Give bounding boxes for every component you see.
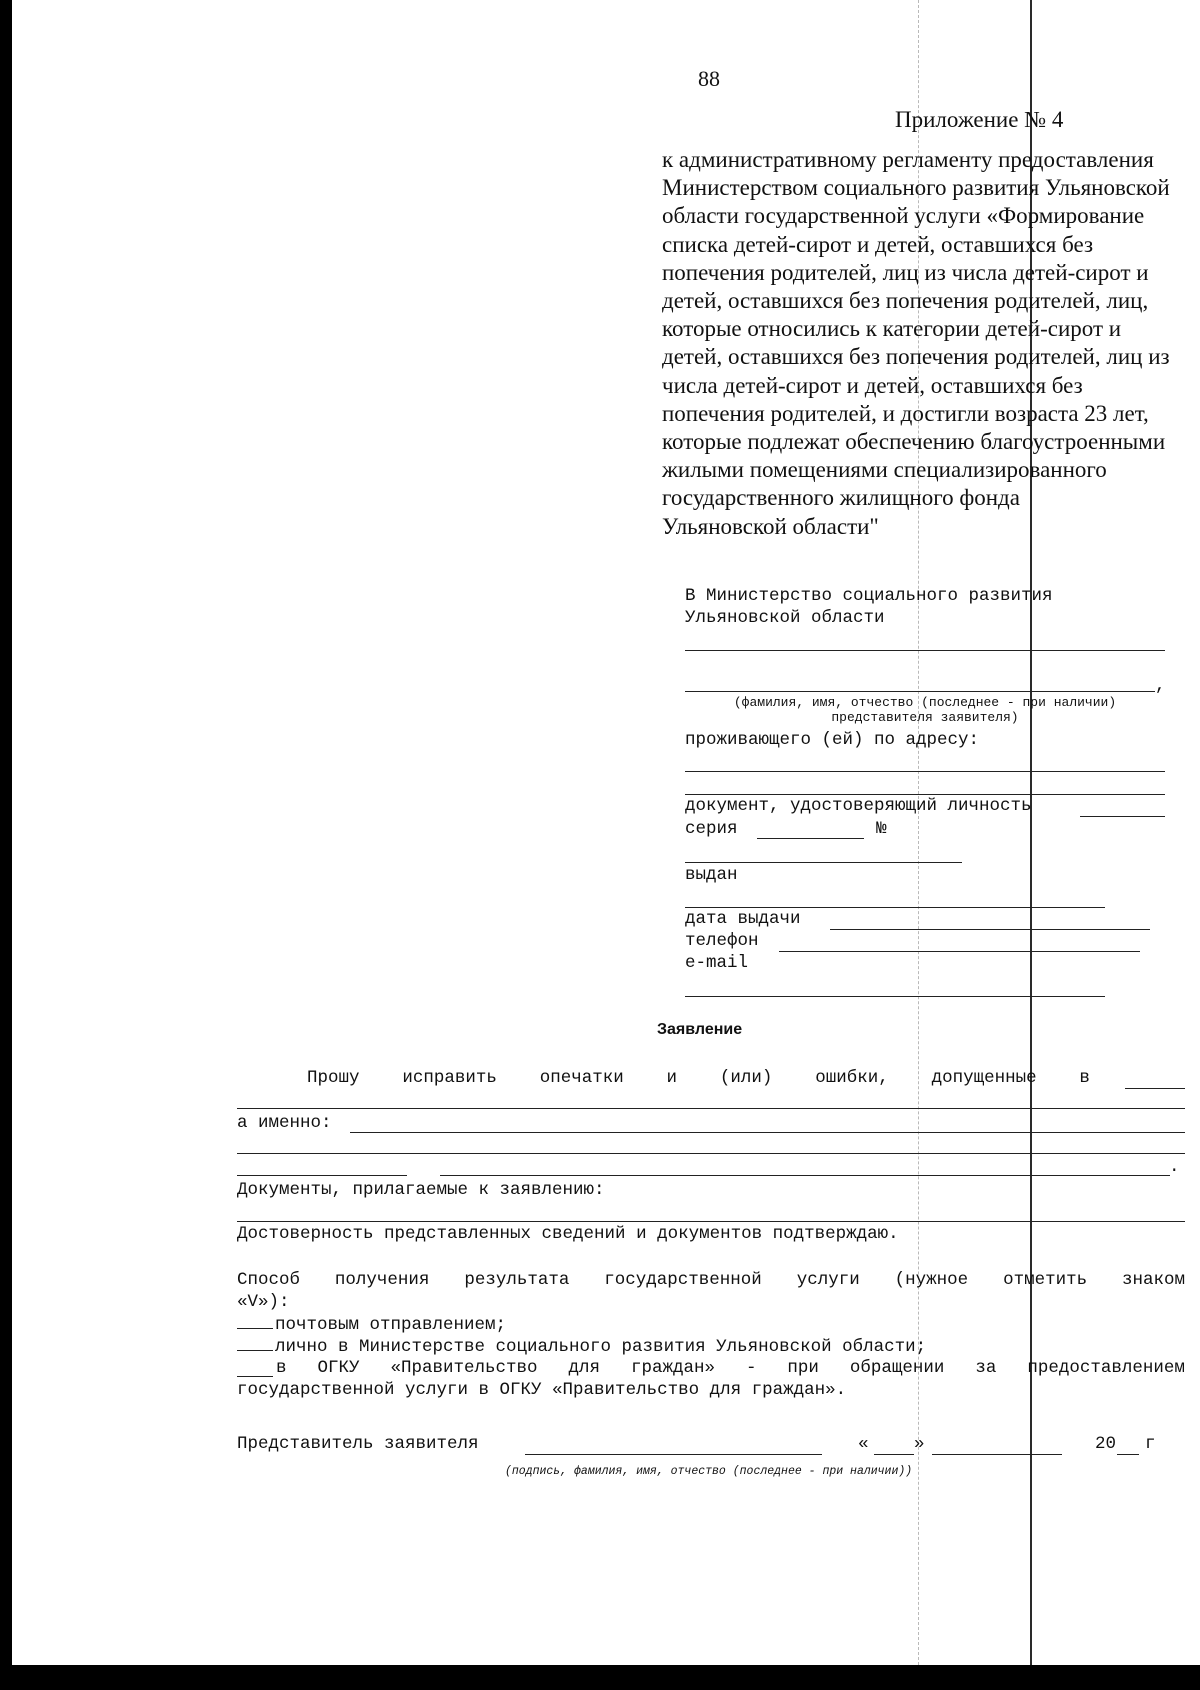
appendix-title-line: к административному регламенту предоставления [662, 147, 1154, 172]
appendix-title-line: жилыми помещениями специализированного [662, 457, 1107, 483]
number-field[interactable] [685, 862, 962, 863]
errors-field-line-3b[interactable] [440, 1175, 1170, 1176]
appendix-title-line: области государственной услуги «Формирование [662, 203, 1145, 229]
day-field[interactable] [874, 1454, 914, 1455]
appendix-title-line: попечения родителей, лиц из числа детей-сирот и [662, 259, 1149, 285]
request-word: (или) [719, 1068, 773, 1088]
ogku-word: обращении [849, 1358, 945, 1378]
scan-left-border [0, 0, 12, 1690]
appendix-title-line: которые подлежат обеспечению благоустроенными [662, 429, 1166, 455]
appendix-title [662, 146, 1200, 541]
method-word: результата [464, 1270, 570, 1290]
issued-label: выдан [685, 865, 738, 885]
addressee-ministry: В Министерство социального развития [685, 586, 1053, 606]
option-ministry-row [237, 1336, 926, 1357]
address-label: проживающего (ей) по адресу: [685, 730, 980, 750]
option-ogku-checkbox[interactable] [237, 1362, 273, 1377]
request-word: в [1079, 1068, 1090, 1088]
id-document-field[interactable] [1080, 816, 1165, 817]
option-ministry-checkbox[interactable] [237, 1336, 273, 1351]
ogku-word: граждан» [630, 1358, 715, 1378]
ogku-word: - [745, 1358, 757, 1378]
option-ogku-line [276, 1358, 1185, 1378]
issue-date-label: дата выдачи [685, 909, 801, 929]
issued-by-field[interactable] [685, 907, 1105, 908]
date-quote-open: « [858, 1434, 869, 1454]
addressee-blank-line[interactable] [685, 650, 1165, 651]
ogku-word: за [975, 1358, 997, 1378]
address-field-line-2[interactable] [685, 794, 1165, 795]
phone-field[interactable] [779, 951, 1140, 952]
appendix-title-line: детей, оставшихся без попечения родителей, лиц, [662, 288, 1149, 314]
option-mail-row [237, 1314, 506, 1335]
name-caption-line: (фамилия, имя, отчество (последнее - при наличии) [733, 695, 1117, 710]
appendix-title-line: Ульяновской области" [662, 513, 879, 539]
email-field[interactable] [685, 996, 1105, 997]
errors-field-line-1[interactable] [350, 1132, 1185, 1133]
method-line [237, 1270, 1185, 1290]
ogku-word: ОГКУ [317, 1358, 360, 1378]
month-field[interactable] [932, 1454, 1062, 1455]
series-label: серия [685, 819, 738, 839]
request-word: допущенные [931, 1068, 1037, 1088]
attachments-field[interactable] [237, 1221, 1185, 1222]
issue-date-field[interactable] [830, 929, 1150, 930]
date-quote-close: » [914, 1434, 925, 1454]
confirmation-text: Достоверность представленных сведений и документов подтверждаю. [237, 1224, 899, 1244]
appendix-title-line: числа детей-сирот и детей, оставшихся без [662, 372, 1083, 398]
option-ministry-label: лично в Министерстве социального развития Ульяновской области; [275, 1337, 927, 1357]
email-label: e-mail [685, 953, 749, 973]
request-word: ошибки, [815, 1068, 889, 1088]
appendix-title-line: списка детей-сирот и детей, оставшихся без [662, 231, 1094, 257]
errors-field-line-3a[interactable] [237, 1175, 407, 1176]
id-document-label: документ, удостоверяющий личность [685, 796, 1032, 816]
name-caption [680, 695, 1170, 725]
year-prefix: 20 [1095, 1434, 1117, 1454]
signature-field[interactable] [525, 1454, 822, 1455]
method-line-2: «V»): [237, 1292, 290, 1312]
attachments-label: Документы, прилагаемые к заявлению: [237, 1180, 605, 1200]
option-mail-checkbox[interactable] [237, 1314, 273, 1329]
representative-name-field[interactable] [685, 691, 1155, 692]
signature-label: Представитель заявителя [237, 1434, 479, 1454]
signature-caption: (подпись, фамилия, имя, отчество (последнее - при наличии)) [505, 1465, 913, 1478]
request-word: и [666, 1068, 678, 1088]
addressee-region: Ульяновской области [685, 608, 885, 628]
appendix-title-line: попечения родителей, и достигли возраста 23 лет, [662, 400, 1149, 426]
method-word: знаком [1121, 1270, 1185, 1290]
series-field[interactable] [757, 838, 864, 839]
namely-label: а именно: [237, 1113, 332, 1133]
method-word: государственной [604, 1270, 762, 1290]
method-word: получения [334, 1270, 430, 1290]
scan-bottom-border [0, 1665, 1200, 1690]
method-word: услуги [796, 1270, 860, 1290]
method-word: отметить [1003, 1270, 1088, 1290]
year-field[interactable] [1117, 1454, 1139, 1455]
number-label: № [876, 819, 887, 839]
year-suffix: г [1145, 1434, 1156, 1454]
appendix-title-line: которые относились к категории детей-сирот и [662, 316, 1122, 342]
appendix-label: Приложение № 4 [895, 107, 1064, 132]
ogku-word: «Правительство [390, 1358, 538, 1378]
method-word: Способ [237, 1270, 301, 1290]
phone-label: телефон [685, 931, 759, 951]
request-line [307, 1068, 1090, 1088]
method-word: (нужное [894, 1270, 969, 1290]
document-name-field-end[interactable] [1125, 1088, 1185, 1089]
appendix-title-line: Министерством социального развития Ульяновской [662, 175, 1170, 201]
option-mail-label: почтовым отправлением; [275, 1315, 507, 1335]
ogku-word: при [787, 1358, 819, 1378]
page-number: 88 [698, 66, 720, 91]
option-ogku-line-2: государственной услуги в ОГКУ «Правительство для граждан». [237, 1380, 847, 1400]
request-word: исправить [402, 1068, 497, 1088]
ogku-word: предоставлением [1027, 1358, 1185, 1378]
name-comma: , [1155, 676, 1166, 696]
ogku-word: для [568, 1358, 600, 1378]
address-field-line-1[interactable] [685, 771, 1165, 772]
appendix-title-line: государственного жилищного фонда [662, 485, 1020, 511]
name-caption-line: представителя заявителя) [831, 710, 1019, 725]
errors-fullstop: . [1169, 1157, 1180, 1177]
ogku-word: в [276, 1358, 287, 1378]
document-name-field[interactable] [237, 1108, 1185, 1109]
appendix-title-line: детей, оставшихся без попечения родителей, лиц из [662, 344, 1170, 370]
statement-heading: Заявление [657, 1021, 743, 1038]
request-word: опечатки [539, 1068, 624, 1088]
request-word: Прошу [307, 1068, 360, 1088]
errors-field-line-2[interactable] [237, 1153, 1185, 1154]
